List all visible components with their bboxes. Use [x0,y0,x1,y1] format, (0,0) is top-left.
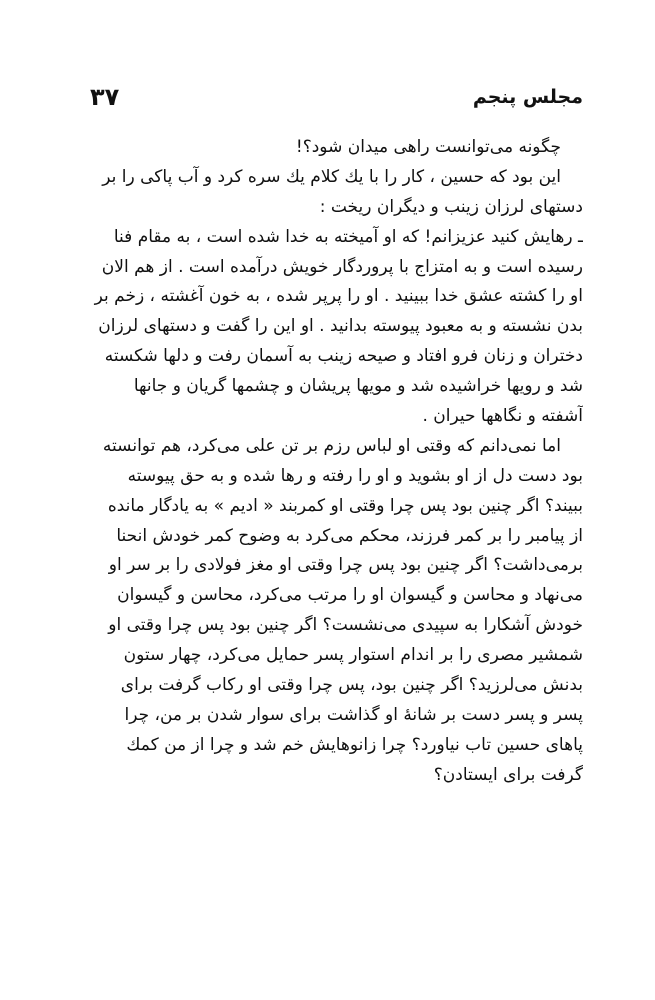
text-line: بود دست دل از او بشوید و او را رفته و رها شده و به حق پیوسته [127,465,583,486]
text-line: برمی‌داشت؟ اگر چنین بود پس چرا وقتی او مغز فولادی را بر سر او [108,555,583,576]
text-line: گرفت برای ایستادن؟ [433,764,583,785]
text-line: پاهای حسین تاب نیاورد؟ چرا زانوهایش خم شد و چرا از من کمك [126,734,583,755]
text-line: آشفته و نگاهها حیران . [422,406,583,427]
chapter-title: مجلس پنجم [472,86,583,108]
text-line: رسیده است و به امتزاج با پروردگار خویش درآمده است . از هم الان [101,256,583,277]
text-line: این بود که حسین ، کار را با یك کلام یك سره کرد و آب پاکی را بر [102,166,561,187]
text-line: چگونه می‌توانست راهی میدان شود؟! [295,137,561,157]
text-line: بدنش می‌لرزید؟ اگر چنین بود، پس چرا وقتی او رکاب گرفت برای [120,675,583,696]
body-text [72,133,583,791]
page-number: ۳۷ [90,83,120,111]
text-line: شمشیر مصری را بر اندام استوار پسر حمایل می‌کرد، چهار ستون [123,645,583,666]
text-line: دختران و زنان فرو افتاد و صیحه زینب به آسمان رفت و دلها شکسته [104,346,583,367]
text-line: ـ رهایش کنید عزیزانم! که او آمیخته به خدا شده است ، به مقام فنا [113,226,583,247]
page-header [90,80,583,114]
text-line: از پیامبر را بر کمر فرزند، محکم می‌کرد به وضوح کمر خودش انحنا [116,525,583,546]
text-line: بدن نشسته و به معبود پیوسته بدانید . او این را گفت و دستهای لرزان [98,316,583,337]
text-line: شد و رویها خراشیده شد و مویها پریشان و چشمها گریان و جانها [133,376,583,397]
text-line: ببیند؟ اگر چنین بود پس چرا وقتی او کمربند « ادیم » به یادگار مانده [107,495,583,516]
text-line: دستهای لرزان زینب و دیگران ریخت : [319,196,583,217]
text-line: پسر و پسر دست بر شانهٔ او گذاشت برای سوار شدن بر من، چرا [124,704,583,725]
text-line: خودش آشکارا به سپیدی می‌نشست؟ اگر چنین بود پس چرا وقتی او [108,615,583,636]
text-line: او را کشته عشق خدا ببینید . او را پرپر شده ، به خون آغشته ، زخم بر [94,286,583,307]
text-line: اما نمی‌دانم که وقتی او لباس رزم بر تن علی می‌کرد، هم توانسته [102,435,561,456]
text-line: می‌نهاد و محاسن و گیسوان او را مرتب می‌کرد، محاسن و گیسوان [117,585,583,606]
